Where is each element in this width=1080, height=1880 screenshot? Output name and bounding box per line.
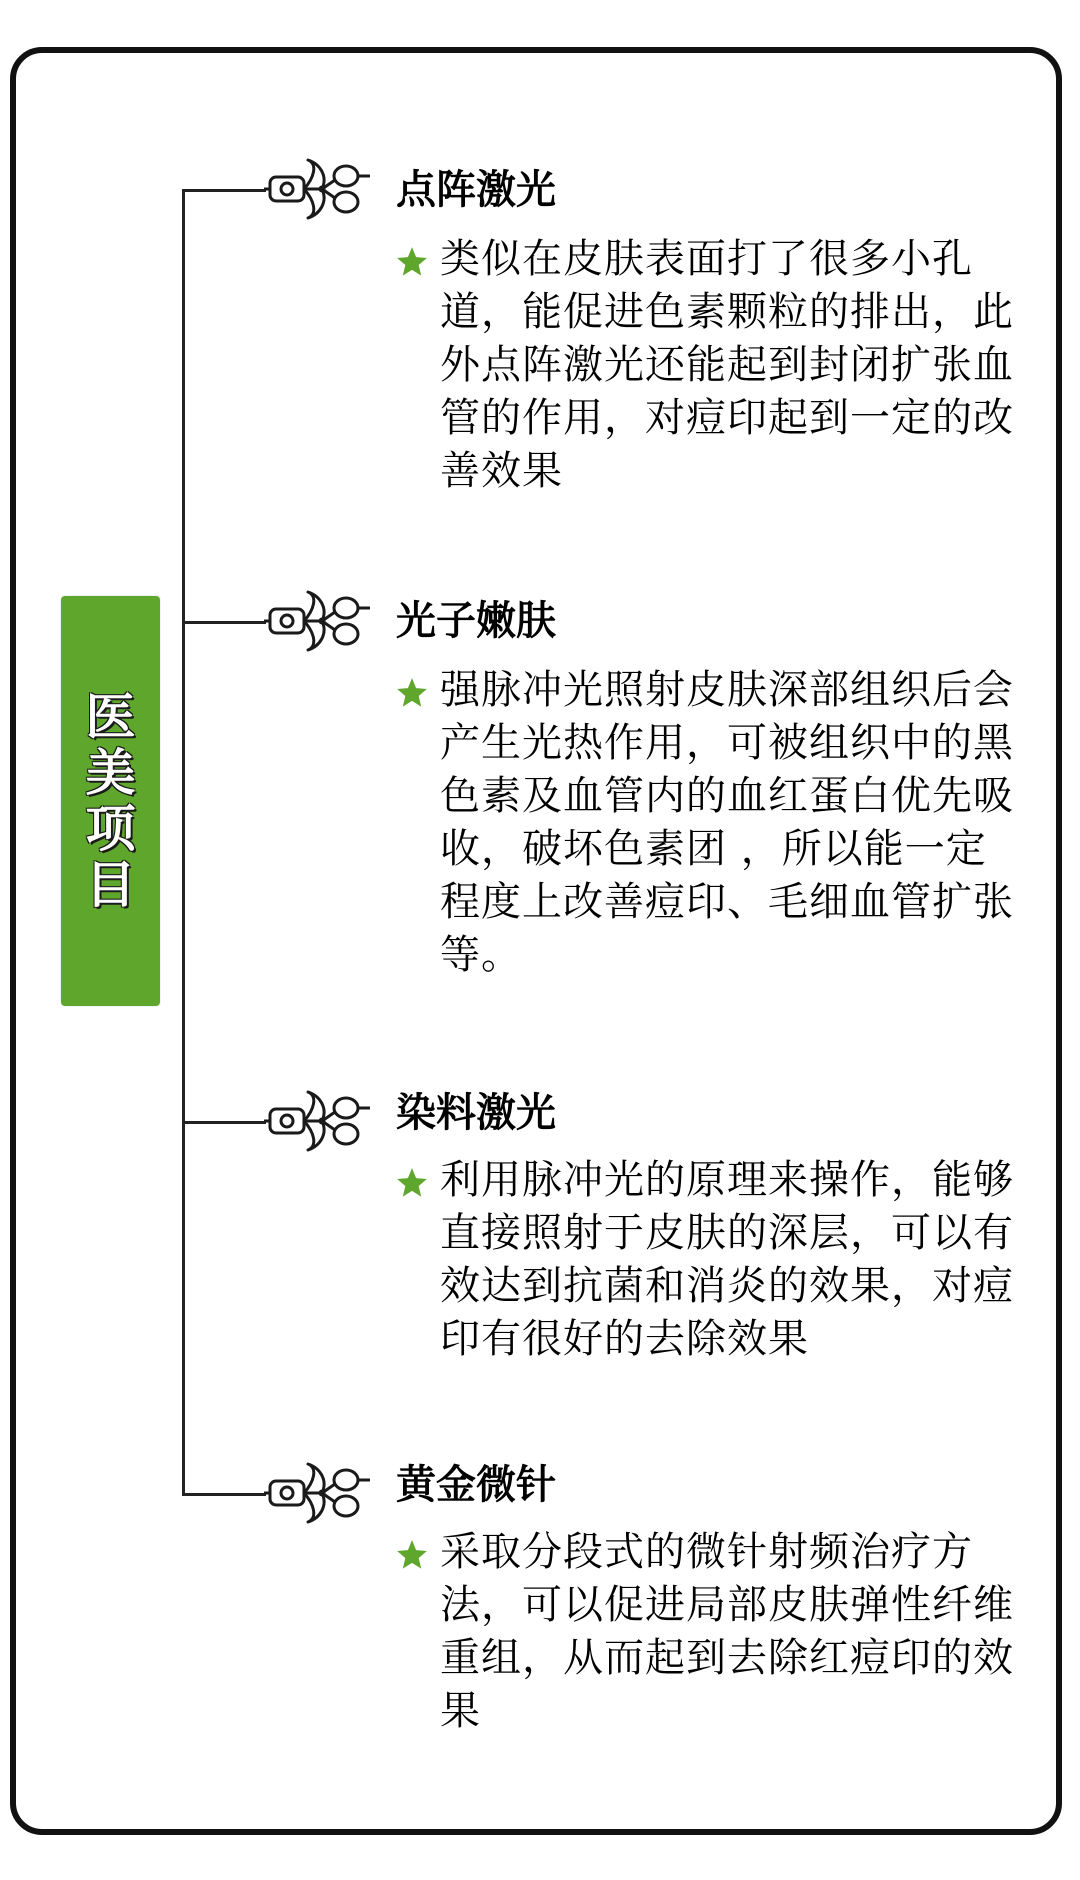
scissors-cut-icon [262, 1088, 374, 1154]
root-node-label [61, 596, 160, 1006]
star-icon [395, 676, 429, 710]
branch-connector-line [182, 1121, 266, 1124]
star-icon [395, 245, 429, 279]
branch-description: 利用脉冲光的原理来操作，能够直接照射于皮肤的深层，可以有效达到抗菌和消炎的效果，对痘印有很好的去除效果 [440, 1157, 1014, 1362]
root-char: 目 [85, 856, 136, 914]
branch-title: 染料激光 [396, 1090, 556, 1136]
branch-title: 光子嫩肤 [396, 598, 556, 644]
branch-connector-line [182, 1493, 266, 1496]
scissors-cut-icon [262, 156, 374, 222]
root-char: 美 [85, 744, 136, 802]
branch-connector-line [182, 621, 266, 624]
branch-description: 类似在皮肤表面打了很多小孔道，能促进色素颗粒的排出，此外点阵激光还能起到封闭扩张血管的作用，对痘印起到一定的改善效果 [440, 236, 1014, 494]
scissors-cut-icon [262, 588, 374, 654]
tree-trunk-line [182, 189, 185, 1496]
branch-title: 黄金微针 [396, 1462, 556, 1508]
branch-title: 点阵激光 [396, 167, 556, 213]
star-icon [395, 1538, 429, 1572]
star-icon [395, 1166, 429, 1200]
branch-connector-line [182, 189, 266, 192]
root-char: 项 [85, 800, 136, 858]
root-char: 医 [85, 688, 136, 746]
branch-description: 强脉冲光照射皮肤深部组织后会产生光热作用，可被组织中的黑色素及血管内的血红蛋白优先吸收，破坏色素团 ，所以能一定程度上改善痘印、毛细血管扩张等。 [440, 667, 1014, 978]
branch-description: 采取分段式的微针射频治疗方法，可以促进局部皮肤弹性纤维重组，从而起到去除红痘印的效果 [440, 1529, 1014, 1734]
scissors-cut-icon [262, 1460, 374, 1526]
